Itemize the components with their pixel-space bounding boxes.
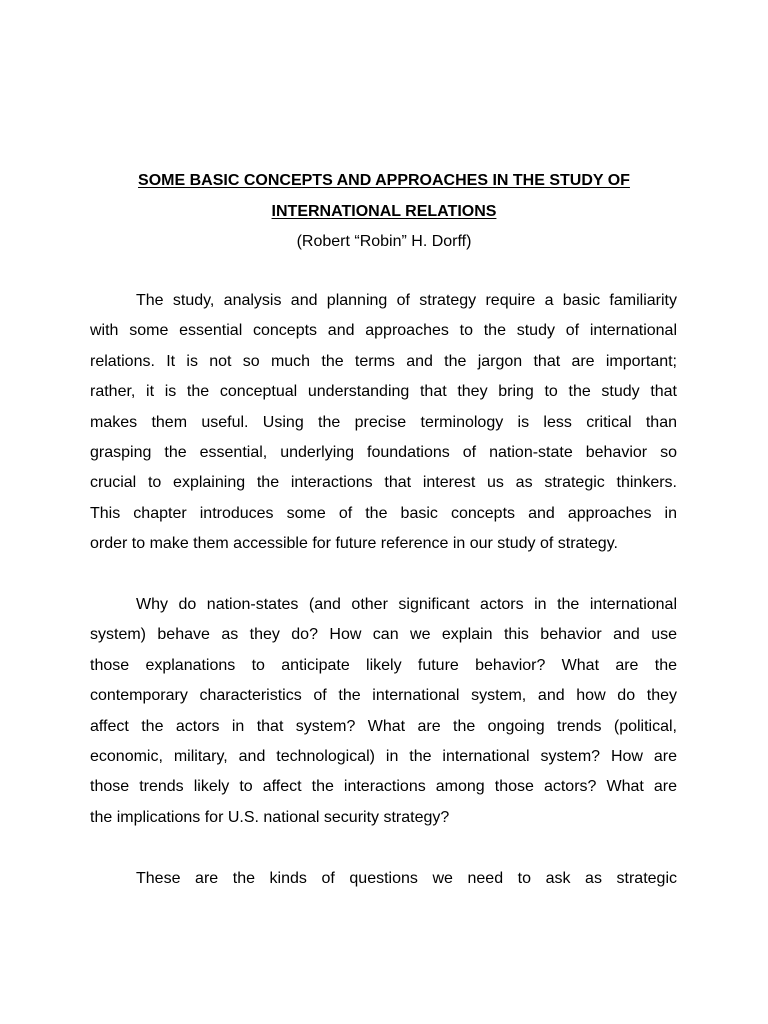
- paragraph-1: [90, 286, 677, 560]
- paragraph-line: those explanations to anticipate likely future behavior? What are the: [90, 656, 677, 674]
- paragraph-line: with some essential concepts and approaches to the study of international: [90, 322, 677, 340]
- document-title-line-2: INTERNATIONAL RELATIONS: [271, 203, 497, 220]
- document-author: (Robert “Robin” H. Dorff): [296, 233, 472, 250]
- document-title-line-1: SOME BASIC CONCEPTS AND APPROACHES IN THE STUDY OF: [138, 172, 630, 189]
- paragraph-line: These are the kinds of questions we need to ask as strategic: [136, 870, 677, 887]
- paragraph-line: economic, military, and technological) in the international system? How are: [90, 747, 677, 765]
- paragraph-line: relations. It is not so much the terms and the jargon that are important;: [90, 352, 677, 370]
- paragraph-line: rather, it is the conceptual understanding that they bring to the study that: [90, 383, 677, 401]
- paragraph-line: grasping the essential, underlying foundations of nation-state behavior so: [90, 443, 677, 461]
- paragraph-line: those trends likely to affect the interactions among those actors? What are: [90, 778, 677, 796]
- paragraph-line: order to make them accessible for future reference in our study of strategy.: [90, 535, 618, 553]
- paragraph-line: makes them useful. Using the precise terminology is less critical than: [90, 413, 677, 431]
- paragraph-line: the implications for U.S. national security strategy?: [90, 808, 450, 826]
- paragraph-line: Why do nation-states (and other significant actors in the international: [136, 596, 677, 613]
- paragraph-3: [90, 864, 677, 894]
- paragraph-line: affect the actors in that system? What are the ongoing trends (political,: [90, 717, 677, 735]
- paragraph-line: crucial to explaining the interactions that interest us as strategic thinkers.: [90, 474, 677, 492]
- paragraph-line: The study, analysis and planning of strategy require a basic familiarity: [136, 292, 677, 309]
- paragraph-2: [90, 590, 677, 833]
- paragraph-line: This chapter introduces some of the basic concepts and approaches in: [90, 504, 677, 522]
- paragraph-line: contemporary characteristics of the international system, and how do they: [90, 687, 677, 705]
- paragraph-line: system) behave as they do? How can we explain this behavior and use: [90, 626, 677, 644]
